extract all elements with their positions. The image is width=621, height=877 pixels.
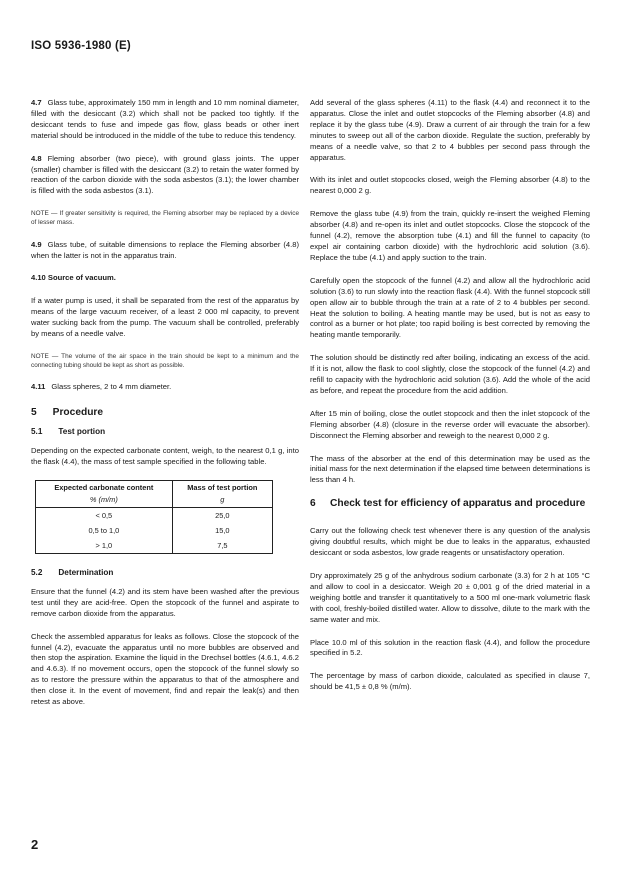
page-header: ISO 5936-1980 (E) <box>31 40 131 52</box>
clause-4-11: 4.11 Glass spheres, 2 to 4 mm diameter. <box>31 382 172 392</box>
cell-mass: 25,0 <box>215 511 230 521</box>
clause-4-8: 4.8 Fleming absorber (two piece), with ground glass joints. The upper (smaller) chamber is filled with the desiccant (3.2) to retain the water formed by reaction of the carbon dioxide with the soda asbestos (3.1); the lower chamber is filled with the soda asbestos (3.1). <box>31 153 299 196</box>
page-number: 2 <box>31 837 39 852</box>
cell-range: 0,5 to 1,0 <box>36 523 173 538</box>
clause-4-10-heading: 4.10 Source of vacuum. <box>31 273 116 283</box>
right-column <box>310 98 590 693</box>
section-5-heading: 5 Procedure <box>31 407 104 419</box>
col-unit-mass: g <box>172 493 272 508</box>
note-air-space: NOTE — The volume of the air space in the train should be kept to a minimum and the connecting tubing should be kept as short as possible. <box>31 353 299 370</box>
determination-text-2: Check the assembled apparatus for leaks as follows. Close the stopcock of the funnel (4.2), evacuate the apparatus until no more bubbles are observed and then stop the aspiration. Examine the liquid in the Drechsel bottles (4.6.1, 4.6.2 and 4.6.3). If no movement occurs, open the stopcock of the funnel slowly so as to restore the pressure within the apparatus to that of the atmosphere and then close it. In the event of movement, find and repair the leak(s) and then retest as above. <box>31 631 299 707</box>
right-paragraph-11: The percentage by mass of carbon dioxide, calculated as specified in clause 7, should be 41,5 ± 0,8 % (m/m). <box>310 671 590 692</box>
right-paragraph-6: After 15 min of boiling, close the outlet stopcock and then the inlet stopcock of the Fleming absorber (4.8) (closure in the reverse order will evacuate the absorber). Disconnect the Fleming absorber and reweigh to the nearest 0,000 2 g. <box>310 408 590 440</box>
cell-mass: 15,0 <box>215 526 230 536</box>
test-portion-table <box>35 480 273 554</box>
right-paragraph-3: Remove the glass tube (4.9) from the train, quickly re-insert the weighed Fleming absorber (4.8) and re-open its inlet and outlet stopcocks. Close the stopcock of the funnel (4.2), remove the absorption tube (4.1) and fill the funnel to capacity (to expel air containing carbon dioxide) with the hydrochloric acid solution (3.6). Replace the tube (4.1) and apply suction to the train. <box>310 209 590 262</box>
right-paragraph-9: Dry approximately 25 g of the anhydrous sodium carbonate (3.3) for 2 h at 105 °C and allow to cool in a desiccator. Weigh 20 ± 0,001 g of the dried material in a weighing bottle and transfer it quantitatively to a 500 ml one-mark volumetric flask with cool, freshly-boiled distilled water. Allow to dissolve, dilute to the mark with the same water and mix. <box>310 571 590 624</box>
table-row <box>36 538 273 554</box>
right-paragraph-10: Place 10.0 ml of this solution in the reaction flask (4.4), and follow the procedure specified in 5.2. <box>310 637 590 658</box>
right-paragraph-1: Add several of the glass spheres (4.11) to the flask (4.4) and reconnect it to the apparatus. Close the inlet and outlet stopcocks of the Fleming absorber (4.8) and replace it by the glass tube (4.9). Draw a current of air through the train for a few minutes to sweep out all of the carbon dioxide. Regulate the suction, preferably by means of a needle valve, so that 2 to 4 bubbles per second pass through the apparatus. <box>310 98 590 162</box>
subsection-5-2-heading: 5.2 Determination <box>31 568 114 578</box>
col-header-carbonate: Expected carbonate content <box>36 481 173 494</box>
cell-range: < 0,5 <box>36 508 173 524</box>
table-row <box>36 523 273 538</box>
subsection-5-1-heading: 5.1 Test portion <box>31 427 106 437</box>
determination-text-1: Ensure that the funnel (4.2) and its stem have been washed after the previous test until they are acid-free. Open the stopcock of the funnel and aspirate to remove carbon dioxide from the apparatus. <box>31 586 299 618</box>
clause-4-9: 4.9 Glass tube, of suitable dimensions to replace the Fleming absorber (4.8) when the latter is not in the apparatus train. <box>31 239 299 260</box>
col-header-mass: Mass of test portion <box>172 481 272 494</box>
cell-range: > 1,0 <box>36 538 173 554</box>
right-paragraph-7: The mass of the absorber at the end of this determination may be used as the initial mass for the next determination if the elapsed time between determinations is less than 4 h. <box>310 453 590 485</box>
note-fleming: NOTE — If greater sensitivity is required, the Fleming absorber may be replaced by a device of lesser mass. <box>31 210 299 227</box>
clause-4-7: 4.7 Glass tube, approximately 150 mm in length and 10 mm nominal diameter, filled with the desiccant (3.2) which shall not be packed too tightly. If the desiccant tends to fuse and impede gas flow, glass beads or other inert material should be introduced in the middle of the tube to reduce this tendency. <box>31 98 299 140</box>
right-paragraph-4: Carefully open the stopcock of the funnel (4.2) and allow all the hydrochloric acid solution (3.6) to run slowly into the reaction flask (4.4). With the funnel stopcock still open allow air to bubble through the train at a rate of 2 to 4 bubbles per second. Heat the solution to boiling. A heating mantle may be used, but is not as easy to control as a burner or hot plate; too rapid boiling is best corrected by removing the heating mantle temporarily. <box>310 275 590 340</box>
clause-4-10: If a water pump is used, it shall be separated from the rest of the apparatus by means of the large vacuum receiver, of a least 2 000 ml capacity, to prevent water sucking back from the pump. The vacuum shall be controlled, preferably by means of a needle valve. <box>31 296 299 339</box>
test-portion-text: Depending on the expected carbonate content, weigh, to the nearest 0,1 g, into the flask (4.4), the mass of test sample specified in the following table. <box>31 446 299 467</box>
right-paragraph-2: With its inlet and outlet stopcocks closed, weigh the Fleming absorber (4.8) to the nearest 0,000 2 g. <box>310 175 590 196</box>
right-paragraph-8: Carry out the following check test whenever there is any question of the analysis giving doubtful results, which might be due to leaks in the apparatus, exhausted desiccant or soda asbestos, low grade reagents or unsatisfactory operation. <box>310 526 590 558</box>
table-row <box>36 508 273 524</box>
left-column <box>31 98 299 708</box>
section-6-heading: 6 Check test for efficiency of apparatus and procedure <box>310 498 586 510</box>
col-unit-carbonate: % (m/m) <box>36 493 173 508</box>
cell-mass: 7,5 <box>172 538 272 554</box>
right-paragraph-5: The solution should be distinctly red after boiling, indicating an excess of the acid. If it is not, allow the flask to cool slightly, close the stopcock of the funnel (4.2) and refill to capacity with the hydrochloric acid solution (3.6). Add the whole of the acid as before, and repeat the procedure from the acid addition. <box>310 353 590 395</box>
